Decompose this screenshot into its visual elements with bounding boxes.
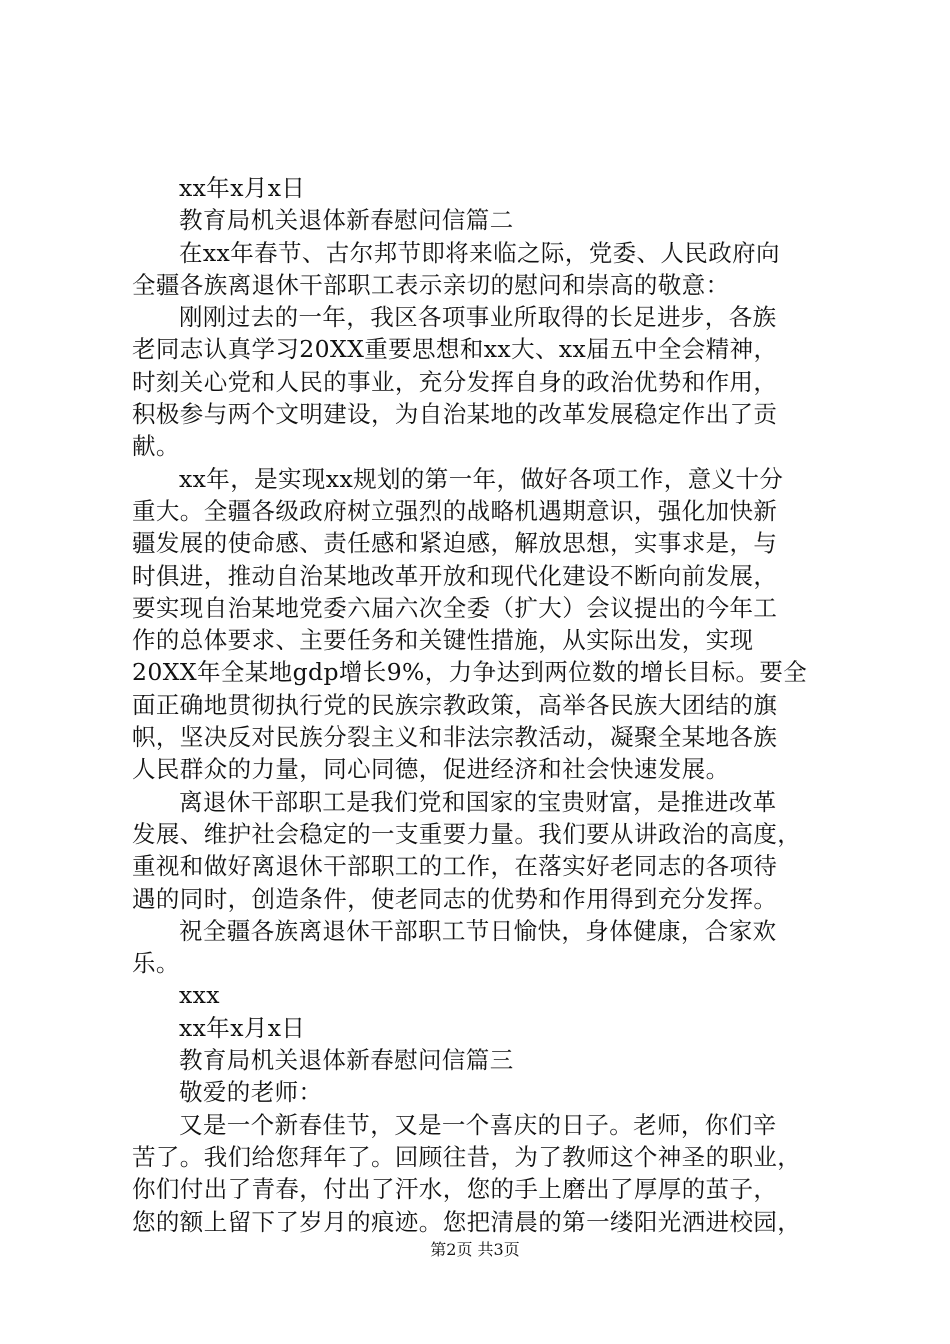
text-line: 时俱进，推动自治某地改革开放和现代化建设不断向前发展， [132, 561, 778, 590]
text-line: 献。 [132, 432, 180, 461]
text-line: 人民群众的力量，同心同德，促进经济和社会快速发展。 [132, 755, 730, 784]
text-line: 在xx年春节、古尔邦节即将来临之际，党委、人民政府向 [179, 238, 780, 267]
text-line: 老同志认真学习20XX重要思想和xx大、xx届五中全会精神， [132, 335, 778, 364]
text-line: 全疆各族离退休干部职工表示亲切的慰问和崇高的敬意： [132, 270, 730, 299]
text-line: 离退休干部职工是我们党和国家的宝贵财富，是推进改革 [179, 787, 777, 816]
text-line: xx年，是实现xx规划的第一年，做好各项工作，意义十分 [179, 464, 784, 493]
text-line: 疆发展的使命感、责任感和紧迫感，解放思想，实事求是，与 [132, 529, 778, 558]
text-line: 作的总体要求、主要任务和关键性措施，从实际出发，实现 [132, 626, 754, 655]
text-line: xx年x月x日 [179, 1013, 306, 1042]
text-line: 20XX年全某地gdp增长9%，力争达到两位数的增长目标。要全 [132, 658, 808, 687]
text-line: 积极参与两个文明建设，为自治某地的改革发展稳定作出了贡 [132, 400, 778, 429]
text-line: 你们付出了青春，付出了汗水，您的手上磨出了厚厚的茧子， [132, 1175, 778, 1204]
text-line: 祝全疆各族离退休干部职工节日愉快，身体健康，合家欢 [179, 916, 777, 945]
document-body [132, 172, 832, 1238]
text-line: 要实现自治某地党委六届六次全委（扩大）会议提出的今年工 [132, 593, 778, 622]
text-line: 教育局机关退体新春慰问信篇三 [179, 1046, 514, 1075]
text-line: 面正确地贯彻执行党的民族宗教政策，高举各民族大团结的旗 [132, 690, 778, 719]
text-line: 帜，坚决反对民族分裂主义和非法宗教活动，凝聚全某地各族 [132, 723, 778, 752]
text-line: 又是一个新春佳节，又是一个喜庆的日子。老师，你们辛 [179, 1110, 777, 1139]
text-line: 乐。 [132, 949, 180, 978]
text-line: 敬爱的老师： [179, 1078, 323, 1107]
text-line: 苦了。我们给您拜年了。回顾往昔，为了教师这个神圣的职业， [132, 1142, 802, 1171]
text-line: 遇的同时，创造条件，使老同志的优势和作用得到充分发挥。 [132, 884, 778, 913]
text-line: xxx [179, 981, 220, 1010]
text-line: xx年x月x日 [179, 174, 306, 202]
page-footer: 第2页 共3页 [430, 1240, 520, 1259]
text-line: 发展、维护社会稳定的一支重要力量。我们要从讲政治的高度， [132, 819, 802, 848]
text-line: 教育局机关退体新春慰问信篇二 [179, 206, 514, 235]
text-line: 时刻关心党和人民的事业，充分发挥自身的政治优势和作用， [132, 367, 778, 396]
text-line: 重视和做好离退休干部职工的工作，在落实好老同志的各项待 [132, 852, 778, 881]
text-line: 您的额上留下了岁月的痕迹。您把清晨的第一缕阳光洒进校园， [132, 1207, 802, 1236]
text-line: 刚刚过去的一年，我区各项事业所取得的长足进步，各族 [179, 303, 777, 332]
text-line: 重大。全疆各级政府树立强烈的战略机遇期意识，强化加快新 [132, 496, 778, 525]
